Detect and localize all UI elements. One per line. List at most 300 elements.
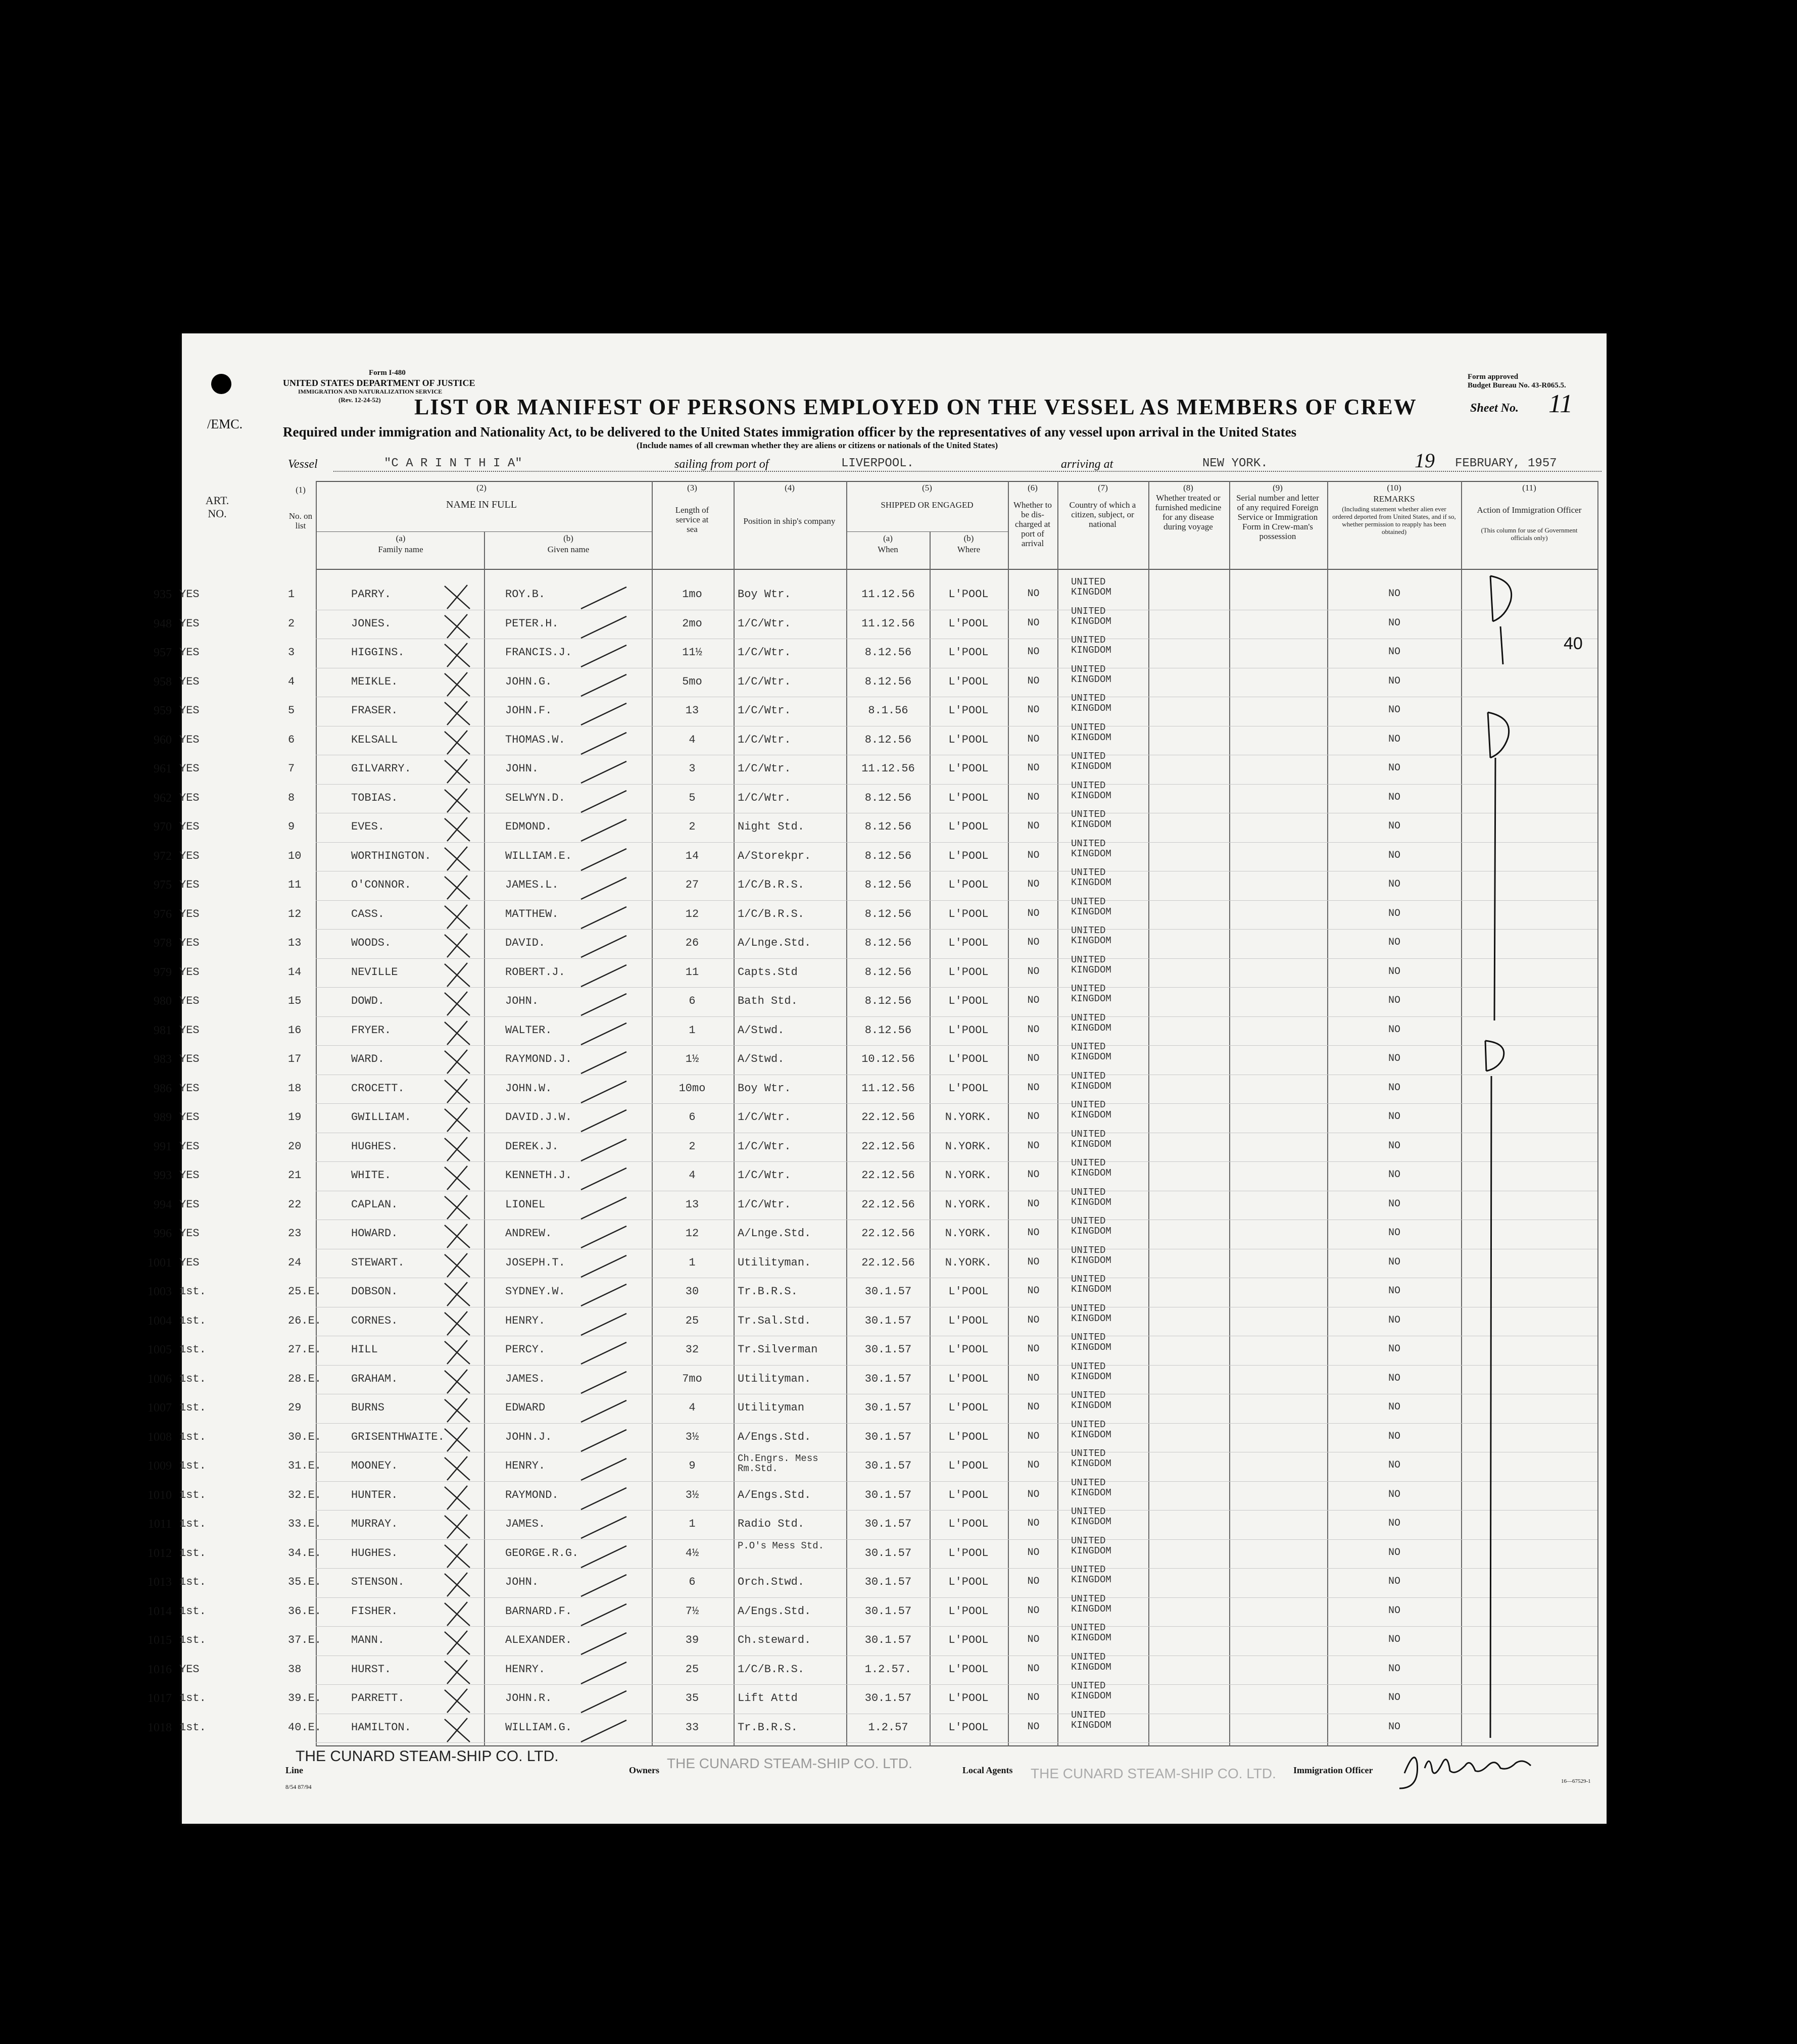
cell-when: 30.1.57: [864, 1459, 912, 1472]
cell-family: PARRETT.: [351, 1692, 405, 1705]
cell-yes: YES: [179, 704, 200, 717]
cell-country: UNITED KINGDOM: [1071, 809, 1111, 830]
pencil-check-mark: [414, 1714, 768, 1744]
cell-where: L'POOL: [948, 1430, 989, 1443]
cell-rem: NO: [1388, 1169, 1400, 1181]
cell-given: PETER.H.: [505, 617, 559, 630]
cell-pos: Capts.Std: [738, 965, 798, 979]
cell-where: L'POOL: [948, 646, 989, 659]
cell-family: MURRAY.: [351, 1518, 398, 1530]
cell-given: JOHN.G.: [505, 675, 552, 688]
table-row: [148, 1274, 1607, 1307]
pencil-bracket-line: [1494, 758, 1495, 1020]
cell-len: 33: [685, 1721, 699, 1734]
col-10-num: (10): [1387, 483, 1401, 493]
col-10-title: REMARKS: [1373, 494, 1415, 504]
col-7-label: Country of which a citizen, subject, or national: [1069, 500, 1136, 529]
cell-country: UNITED KINGDOM: [1071, 780, 1111, 801]
budget-bureau: Budget Bureau No. 43-R065.5.: [1468, 381, 1566, 390]
from-label: sailing from port of: [674, 458, 769, 471]
cell-len: 6: [689, 1111, 696, 1124]
cell-dis: NO: [1027, 1198, 1040, 1210]
header-bottom-border: [316, 569, 1597, 570]
pencil-check-mark: [414, 959, 768, 989]
col-2b-label: Given name: [547, 545, 590, 554]
shipped-subheader-line: [846, 531, 1008, 532]
cell-when: 8.12.56: [864, 820, 912, 833]
cell-family: HURST.: [351, 1663, 392, 1676]
cell-art: 1003: [148, 1285, 172, 1298]
cell-country: UNITED KINGDOM: [1071, 1157, 1111, 1179]
cell-given: JAMES.: [505, 1518, 546, 1530]
cell-len: 35: [685, 1692, 699, 1705]
col-4-num: (4): [785, 483, 795, 493]
cell-given: JOHN.: [505, 762, 539, 775]
cell-pos: Tr.B.R.S.: [738, 1721, 798, 1734]
pencil-check-mark: [414, 1133, 768, 1163]
cell-dis: NO: [1027, 1256, 1040, 1268]
cell-given: JOSEPH.T.: [505, 1256, 565, 1269]
cell-where: L'POOL: [948, 820, 989, 833]
cell-where: L'POOL: [948, 1692, 989, 1705]
cell-country: UNITED KINGDOM: [1071, 1128, 1111, 1150]
cell-given: BARNARD.F.: [505, 1604, 572, 1618]
pencil-check-mark: [414, 901, 768, 931]
table-row: [154, 1157, 1607, 1191]
cell-rem: NO: [1388, 1198, 1400, 1210]
cell-country: UNITED KINGDOM: [1071, 1302, 1111, 1324]
cell-where: N.YORK.: [945, 1140, 992, 1153]
cell-where: L'POOL: [948, 965, 989, 979]
cell-pos: Utilityman.: [738, 1372, 811, 1385]
cell-where: N.YORK.: [945, 1198, 992, 1211]
cell-len: 3½: [685, 1488, 699, 1501]
col-9-label: Serial number and letter of any required Foreign Service or Immigration Form in Crew-man's possession: [1236, 493, 1319, 541]
cell-given: JOHN.R.: [505, 1692, 552, 1705]
cell-art: 1005: [148, 1343, 172, 1356]
cell-yes: 1st.: [179, 1518, 206, 1530]
cell-where: L'POOL: [948, 849, 989, 862]
cell-len: 1: [689, 1024, 696, 1037]
form-revision: (Rev. 12-24-52): [338, 396, 381, 404]
cell-yes: 1st.: [179, 1343, 206, 1356]
cell-family: MEIKLE.: [351, 675, 398, 688]
cell-pos: Utilityman.: [738, 1256, 811, 1269]
cell-rem: NO: [1388, 1343, 1400, 1355]
cell-pos: A/Engs.Std.: [738, 1604, 811, 1618]
table-row: [154, 693, 1607, 726]
table-row: [148, 1680, 1607, 1714]
cell-pos: 1/C/Wtr.: [738, 1198, 791, 1211]
cell-pos: Lift Attd: [738, 1692, 798, 1705]
pencil-check-mark: [414, 1540, 768, 1570]
cell-len: 32: [685, 1343, 699, 1356]
cell-where: L'POOL: [948, 1082, 989, 1095]
cell-rem: NO: [1388, 1518, 1400, 1529]
cell-country: UNITED KINGDOM: [1071, 896, 1111, 917]
cell-len: 12: [685, 1227, 699, 1240]
annotation-count: 40: [1564, 634, 1583, 653]
cell-family: MOONEY.: [351, 1459, 398, 1472]
cell-yes: YES: [179, 733, 200, 746]
cell-family: EVES.: [351, 820, 385, 833]
cell-when: 22.12.56: [861, 1140, 915, 1153]
cell-when: 8.12.56: [864, 646, 912, 659]
arrival-port: NEW YORK.: [1202, 457, 1268, 470]
cell-given: SELWYN.D.: [505, 791, 565, 804]
cell-no: 27.E.: [288, 1343, 322, 1356]
cell-given: GEORGE.R.G.: [505, 1546, 579, 1560]
col-9-num: (9): [1273, 483, 1283, 493]
cell-pos: 1/C/Wtr.: [738, 617, 791, 630]
cell-rem: NO: [1388, 1634, 1400, 1645]
cell-rem: NO: [1388, 733, 1400, 745]
cell-rem: NO: [1388, 646, 1400, 658]
cell-yes: YES: [179, 1256, 200, 1269]
cell-country: UNITED KINGDOM: [1071, 721, 1111, 743]
cell-given: PERCY.: [505, 1343, 546, 1356]
cell-art: 970: [154, 820, 172, 834]
cell-pos: A/Storekpr.: [738, 849, 811, 862]
cell-when: 1.2.57: [868, 1721, 908, 1734]
pencil-check-mark: [414, 581, 768, 611]
cell-dis: NO: [1027, 937, 1040, 948]
table-row: [148, 1535, 1607, 1569]
cell-len: 39: [685, 1634, 699, 1646]
cell-rem: NO: [1388, 1459, 1400, 1471]
col-8-num: (8): [1183, 483, 1193, 493]
cell-yes: YES: [179, 1227, 200, 1240]
cell-no: 13: [288, 937, 302, 949]
cell-country: UNITED KINGDOM: [1071, 838, 1111, 859]
cell-pos: 1/C/Wtr.: [738, 1140, 791, 1153]
cell-when: 30.1.57: [864, 1634, 912, 1646]
cell-where: L'POOL: [948, 1343, 989, 1356]
cell-when: 30.1.57: [864, 1314, 912, 1327]
cell-country: UNITED KINGDOM: [1071, 1099, 1111, 1121]
cell-dis: NO: [1027, 1227, 1040, 1239]
cell-given: WILLIAM.E.: [505, 849, 572, 862]
pencil-check-mark: [414, 1075, 768, 1105]
cell-rem: NO: [1388, 995, 1400, 1006]
table-row: [148, 1709, 1607, 1743]
table-row: [154, 780, 1607, 814]
cell-where: L'POOL: [948, 1314, 989, 1327]
cell-no: 1: [288, 588, 295, 601]
pencil-check-mark: [414, 1046, 768, 1076]
cell-no: 19: [288, 1111, 302, 1124]
cell-given: ALEXANDER.: [505, 1634, 572, 1646]
cell-rem: NO: [1388, 675, 1400, 687]
cell-yes: YES: [179, 1024, 200, 1037]
cell-when: 8.12.56: [864, 937, 912, 949]
cell-no: 5: [288, 704, 295, 717]
cell-given: FRANCIS.J.: [505, 646, 572, 659]
cell-given: HENRY.: [505, 1663, 546, 1676]
table-row: [154, 1012, 1607, 1046]
col-1-num: (1): [296, 485, 306, 495]
cell-yes: 1st.: [179, 1314, 206, 1327]
col-11-note: (This column for use of Government officials only): [1481, 526, 1578, 542]
table-row: [148, 1651, 1607, 1685]
cell-family: STEWART.: [351, 1256, 405, 1269]
cell-family: CORNES.: [351, 1314, 398, 1327]
cell-pos: Utilityman: [738, 1401, 805, 1414]
col-4-label: Position in ship's company: [743, 516, 836, 526]
cell-rem: NO: [1388, 1604, 1400, 1617]
cell-rem: NO: [1388, 907, 1400, 919]
cell-family: CAPLAN.: [351, 1198, 398, 1211]
col-3-label: Length of service at sea: [675, 505, 709, 534]
cell-country: UNITED KINGDOM: [1071, 1680, 1111, 1701]
cell-art: 1006: [148, 1372, 172, 1386]
cell-country: UNITED KINGDOM: [1071, 867, 1111, 888]
cell-dis: NO: [1027, 733, 1040, 745]
table-row: [154, 1186, 1607, 1221]
cell-dis: NO: [1027, 1546, 1040, 1559]
cell-len: 14: [685, 849, 699, 862]
cell-country: UNITED KINGDOM: [1071, 1506, 1111, 1527]
pencil-check-mark: [414, 1249, 768, 1280]
cell-dis: NO: [1027, 1024, 1040, 1036]
cell-yes: YES: [179, 617, 200, 630]
cell-rem: NO: [1388, 965, 1400, 978]
cell-yes: YES: [179, 1169, 200, 1182]
cell-when: 1.2.57.: [864, 1663, 912, 1676]
cell-no: 26.E.: [288, 1314, 322, 1327]
cell-when: 30.1.57: [864, 1576, 912, 1588]
cell-where: N.YORK.: [945, 1111, 992, 1124]
cell-dis: NO: [1027, 1140, 1040, 1152]
cell-rem: NO: [1388, 1285, 1400, 1297]
cell-art: 986: [154, 1082, 172, 1095]
col-5-title: SHIPPED OR ENGAGED: [881, 500, 974, 510]
cell-family: GRAHAM.: [351, 1372, 398, 1385]
cell-no: 7: [288, 762, 295, 775]
cell-dis: NO: [1027, 1053, 1040, 1064]
cell-art: 996: [154, 1227, 172, 1240]
table-row: [154, 983, 1607, 1017]
cell-when: 8.12.56: [864, 733, 912, 746]
cell-when: 30.1.57: [864, 1372, 912, 1385]
cell-country: UNITED KINGDOM: [1071, 1709, 1111, 1731]
cell-where: L'POOL: [948, 1459, 989, 1472]
cell-when: 8.12.56: [864, 995, 912, 1007]
table-row: [148, 1332, 1607, 1366]
voyage-underline: [333, 471, 1601, 472]
cell-rem: NO: [1388, 704, 1400, 716]
cell-country: UNITED KINGDOM: [1071, 635, 1111, 656]
form-number: Form I-480: [369, 369, 406, 377]
pencil-check-mark: [414, 1017, 768, 1047]
cell-dis: NO: [1027, 1663, 1040, 1675]
cell-pos: A/Lnge.Std.: [738, 937, 811, 949]
cell-art: 983: [154, 1053, 172, 1066]
table-row: [154, 605, 1607, 640]
cell-no: 20: [288, 1140, 302, 1153]
cell-pos: 1/C/Wtr.: [738, 675, 791, 688]
cell-yes: YES: [179, 1140, 200, 1153]
cell-len: 6: [689, 1576, 696, 1588]
cell-pos: Night Std.: [738, 820, 805, 833]
cell-when: 30.1.57: [864, 1518, 912, 1530]
cell-when: 30.1.57: [864, 1546, 912, 1560]
cell-when: 8.12.56: [864, 879, 912, 891]
col-5a-label: When: [878, 545, 898, 554]
pencil-check-mark: [414, 871, 768, 902]
cell-dis: NO: [1027, 1692, 1040, 1704]
cell-dis: NO: [1027, 1634, 1040, 1645]
cell-pos: 1/C/B.R.S.: [738, 879, 805, 891]
page-subtitle: Required under immigration and Nationality Act, to be delivered to the United States immigration officer by the representatives of any vessel upon arrival in the United States: [283, 424, 1297, 440]
cell-where: L'POOL: [948, 995, 989, 1007]
cell-country: UNITED KINGDOM: [1071, 1564, 1111, 1585]
cell-family: BURNS: [351, 1401, 385, 1414]
cell-yes: YES: [179, 820, 200, 833]
cell-len: 26: [685, 937, 699, 949]
cell-where: L'POOL: [948, 675, 989, 688]
cell-dis: NO: [1027, 965, 1040, 978]
pencil-check-mark: [414, 1336, 768, 1367]
pencil-check-mark: [414, 988, 768, 1018]
cell-yes: 1st.: [179, 1604, 206, 1618]
cell-no: 2: [288, 617, 295, 630]
cell-where: L'POOL: [948, 1663, 989, 1676]
table-row: [154, 1099, 1607, 1133]
sheet-number: 11: [1548, 390, 1573, 418]
cell-no: 36.E.: [288, 1604, 322, 1618]
cell-rem: NO: [1388, 588, 1400, 600]
cell-len: 10mo: [678, 1082, 706, 1095]
table-top-border: [316, 481, 1597, 482]
cell-family: PARRY.: [351, 588, 392, 601]
arrival-date: FEBRUARY, 1957: [1455, 457, 1557, 470]
cell-no: 32.E.: [288, 1488, 322, 1501]
cell-no: 12: [288, 907, 302, 920]
cell-yes: YES: [179, 1198, 200, 1211]
table-row: [154, 721, 1607, 756]
cell-no: 28.E.: [288, 1372, 322, 1385]
cell-given: JOHN.: [505, 1576, 539, 1588]
cell-yes: 1st.: [179, 1459, 206, 1472]
cell-country: UNITED KINGDOM: [1071, 1622, 1111, 1643]
cell-art: 960: [154, 733, 172, 747]
cell-dis: NO: [1027, 1721, 1040, 1733]
cell-where: N.YORK.: [945, 1256, 992, 1269]
pencil-check-mark: [414, 755, 768, 786]
cell-country: UNITED KINGDOM: [1071, 1360, 1111, 1382]
cell-family: TOBIAS.: [351, 791, 398, 804]
cell-where: N.YORK.: [945, 1227, 992, 1240]
cell-art: 1001: [148, 1256, 172, 1270]
cell-country: UNITED KINGDOM: [1071, 1244, 1111, 1266]
cell-yes: 1st.: [179, 1372, 206, 1385]
col-5b-label: Where: [957, 545, 981, 554]
cell-len: 3: [689, 762, 696, 775]
table-row: [154, 838, 1607, 872]
cell-country: UNITED KINGDOM: [1071, 983, 1111, 1004]
pencil-check-mark: [414, 1162, 768, 1192]
cell-pos: 1/C/Wtr.: [738, 646, 791, 659]
cell-dis: NO: [1027, 1401, 1040, 1413]
cell-pos: A/Engs.Std.: [738, 1430, 811, 1443]
cell-pos: Bath Std.: [738, 995, 798, 1007]
cell-rem: NO: [1388, 1082, 1400, 1094]
cell-no: 23: [288, 1227, 302, 1240]
cell-rem: NO: [1388, 617, 1400, 629]
cell-given: WILLIAM.G.: [505, 1721, 572, 1734]
cell-country: UNITED KINGDOM: [1071, 1419, 1111, 1440]
cell-country: UNITED KINGDOM: [1071, 1390, 1111, 1411]
cell-yes: 1st.: [179, 1488, 206, 1501]
cell-art: 991: [154, 1140, 172, 1153]
cell-pos: A/Stwd.: [738, 1053, 785, 1065]
cell-family: WOODS.: [351, 937, 392, 949]
pencil-check-mark: [414, 1569, 768, 1599]
cell-country: UNITED KINGDOM: [1071, 576, 1111, 598]
officer-signature: [1394, 1743, 1546, 1793]
cell-no: 10: [288, 849, 302, 862]
col-11-label: Action of Immigration Officer: [1477, 505, 1582, 515]
cell-len: 11½: [682, 646, 702, 659]
cell-dis: NO: [1027, 1488, 1040, 1500]
cell-rem: NO: [1388, 1111, 1400, 1123]
cell-yes: 1st.: [179, 1576, 206, 1588]
cell-yes: 1st.: [179, 1692, 206, 1705]
cell-when: 30.1.57: [864, 1488, 912, 1501]
cell-given: HENRY.: [505, 1314, 546, 1327]
cell-dis: NO: [1027, 1604, 1040, 1617]
cell-where: L'POOL: [948, 1518, 989, 1530]
pencil-bracket-line: [1500, 626, 1503, 664]
cell-family: HIGGINS.: [351, 646, 405, 659]
cell-where: L'POOL: [948, 1285, 989, 1298]
cell-no: 35.E.: [288, 1576, 322, 1588]
cell-art: 975: [154, 879, 172, 892]
cell-where: L'POOL: [948, 704, 989, 717]
col-2-title: NAME IN FULL: [446, 499, 517, 510]
cell-where: L'POOL: [948, 879, 989, 891]
cell-len: 13: [685, 704, 699, 717]
owners-stamp: THE CUNARD STEAM-SHIP CO. LTD.: [667, 1756, 912, 1771]
cell-where: L'POOL: [948, 907, 989, 920]
cell-no: 24: [288, 1256, 302, 1269]
pencil-check-mark: [414, 813, 768, 844]
cell-art: 1004: [148, 1314, 172, 1328]
cell-when: 8.12.56: [864, 791, 912, 804]
cell-yes: YES: [179, 937, 200, 949]
table-row: [154, 1215, 1607, 1249]
table-row: [148, 1302, 1607, 1337]
cell-len: 30: [685, 1285, 699, 1298]
cell-yes: YES: [179, 646, 200, 659]
table-row: [154, 635, 1607, 668]
table-row: [148, 1360, 1607, 1395]
cell-yes: YES: [179, 907, 200, 920]
cell-when: 22.12.56: [861, 1256, 915, 1269]
cell-no: 25.E.: [288, 1285, 322, 1298]
cell-when: 22.12.56: [861, 1111, 915, 1124]
cell-no: 38: [288, 1663, 302, 1676]
cell-given: JOHN.F.: [505, 704, 552, 717]
cell-rem: NO: [1388, 879, 1400, 890]
cell-rem: NO: [1388, 1430, 1400, 1442]
cell-art: 978: [154, 937, 172, 950]
cell-pos: Radio Std.: [738, 1518, 805, 1530]
cell-when: 11.12.56: [861, 762, 915, 775]
form-approval: Form approved: [1468, 373, 1519, 381]
agents-stamp: THE CUNARD STEAM-SHIP CO. LTD.: [1031, 1766, 1276, 1781]
